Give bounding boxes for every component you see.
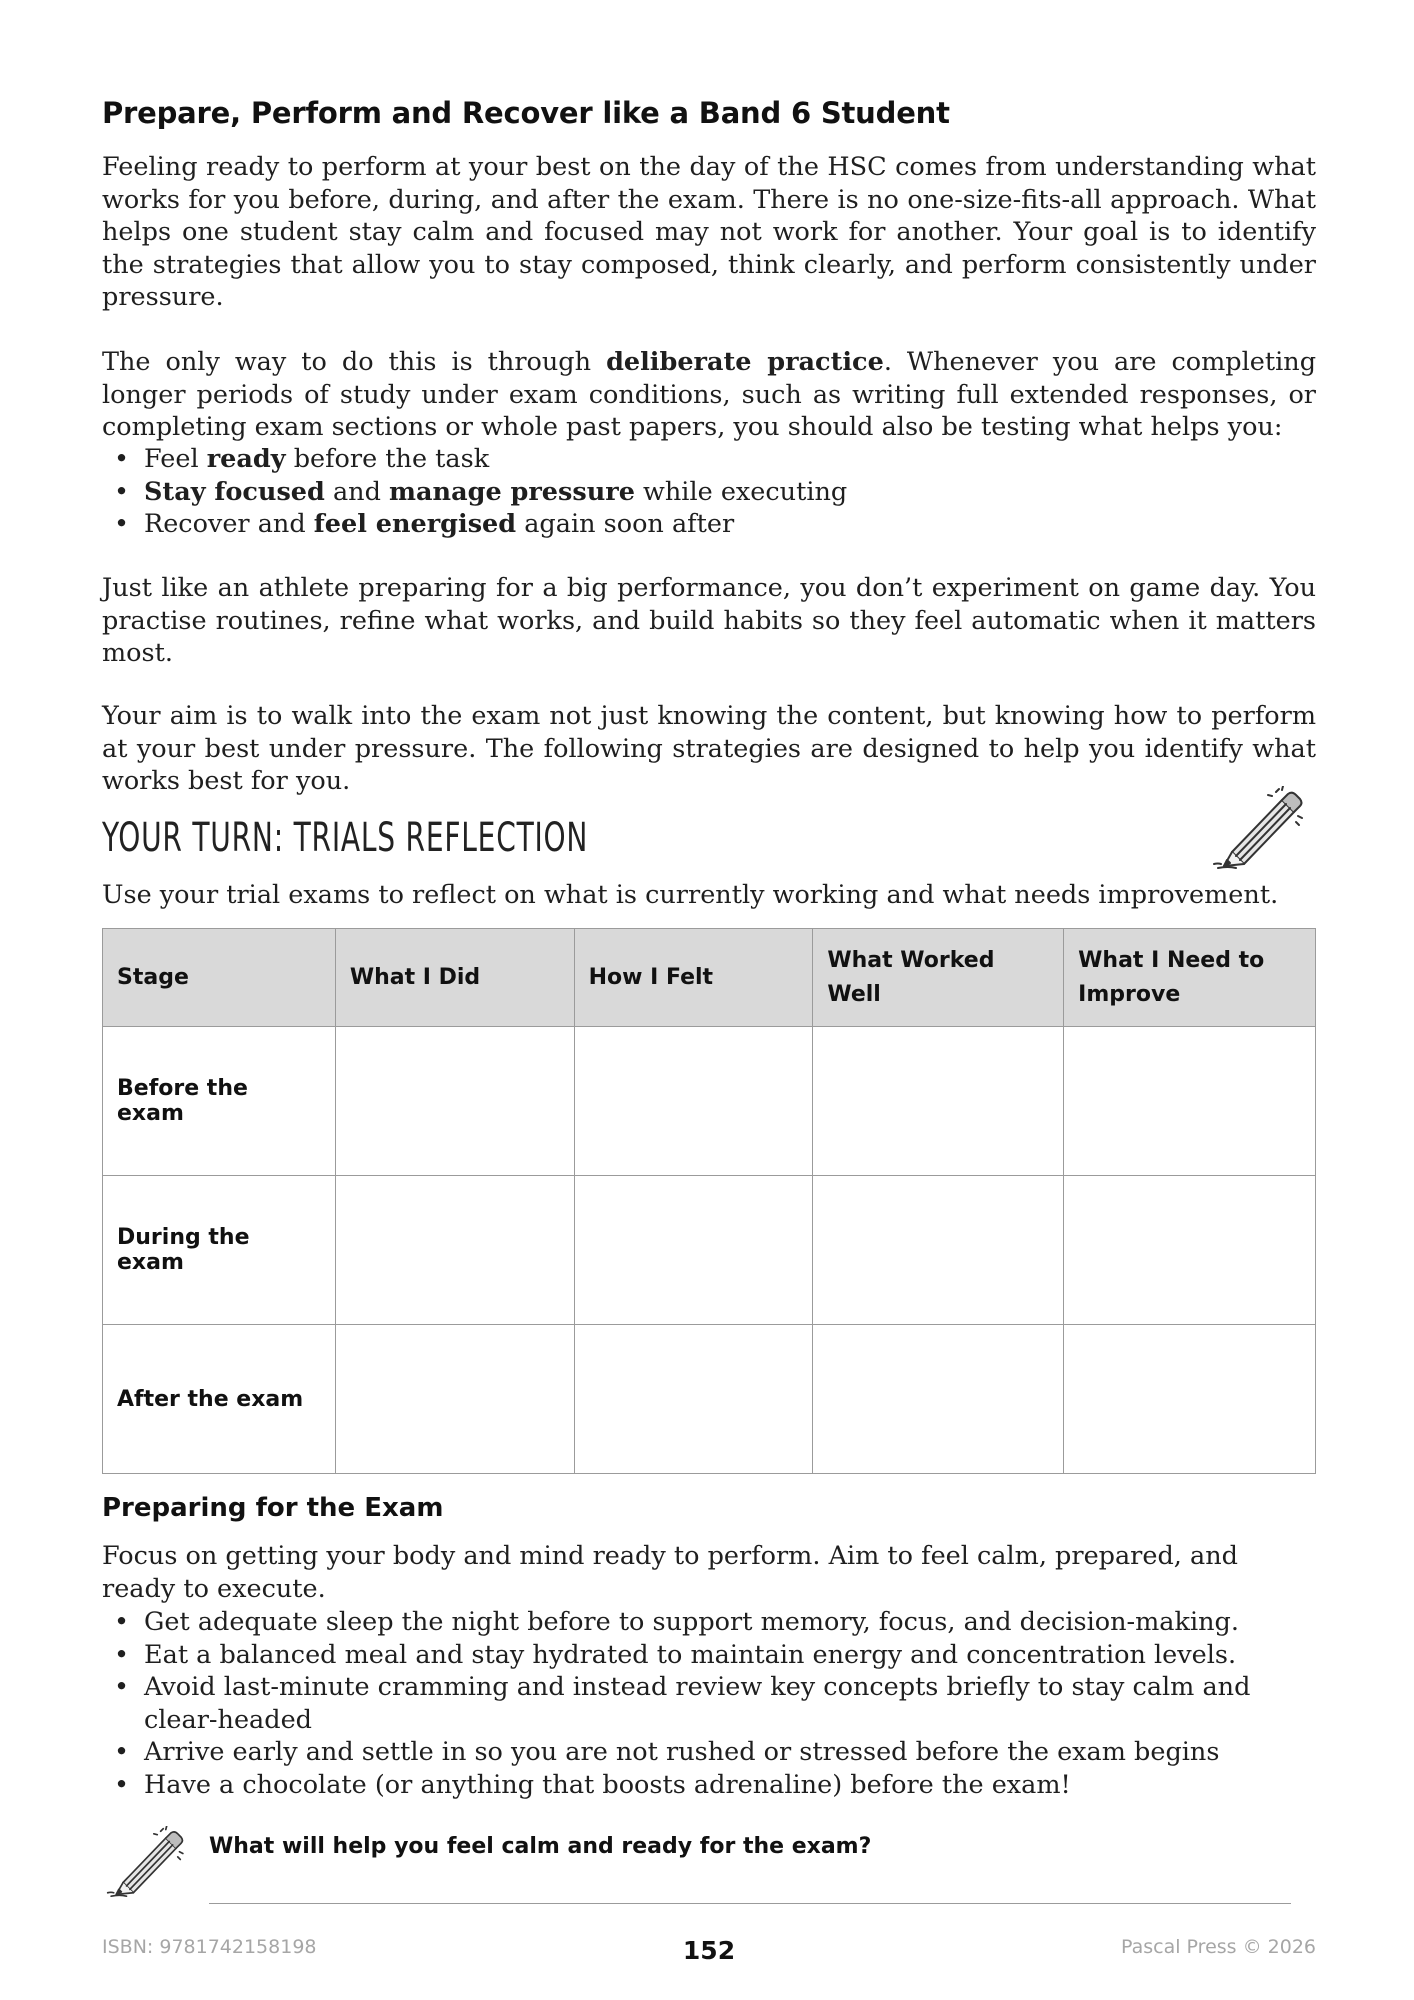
list-item: • Eat a balanced meal and stay hydrated to maintain energy and concentration levels. <box>144 1639 1316 1672</box>
stage-label: Before the exam <box>103 1027 336 1176</box>
what-i-did-cell[interactable] <box>335 1027 574 1176</box>
p2-bold: deliberate practice <box>606 347 884 377</box>
table-row <box>103 1176 1316 1325</box>
pencil-icon <box>106 1826 188 1898</box>
p2-text-after: . Whenever you are completing longer periods of study under exam conditions, such as writing full extended responses, or completing exam sections or whole past papers, you should also be testing what helps you: <box>102 347 1317 442</box>
column-header: How I Felt <box>574 929 813 1027</box>
intro-paragraph-1: Feeling ready to perform at your best on the day of the HSC comes from understanding what works for you before, during, and after the exam. There is no one-size-fits-all approach. What helps one student stay calm and focused may not work for another. Your goal is to identify the strategies that allow you to stay composed, think clearly, and perform consistently under pressure. <box>102 152 1316 312</box>
need-to-improve-cell[interactable] <box>1064 1325 1316 1474</box>
reflection-instruction: Use your trial exams to reflect on what is currently working and what needs improvement. <box>102 880 1279 910</box>
practice-bullet-list <box>102 443 1316 541</box>
how-i-felt-cell[interactable] <box>574 1027 813 1176</box>
page-number: 152 <box>682 1936 736 1965</box>
how-i-felt-cell[interactable] <box>574 1176 813 1325</box>
column-header: What Worked Well <box>813 929 1064 1027</box>
reflection-prompt: What will help you feel calm and ready for the exam? <box>209 1834 872 1859</box>
list-item: • Get adequate sleep the night before to support memory, focus, and decision-making. <box>144 1606 1316 1639</box>
table-header-row <box>103 929 1316 1027</box>
list-item: • Feel ready before the task <box>144 443 1316 476</box>
your-turn-title: YOUR TURN: TRIALS REFLECTION <box>102 815 589 861</box>
intro-paragraph-4: Your aim is to walk into the exam not just knowing the content, but knowing how to perform at your best under pressure. The following strategies are designed to help you identify what works best for you. <box>102 701 1316 796</box>
preparing-heading: Preparing for the Exam <box>102 1493 444 1523</box>
what-worked-cell[interactable] <box>813 1176 1064 1325</box>
column-header: What I Did <box>335 929 574 1027</box>
stage-label: After the exam <box>103 1325 336 1474</box>
list-item: • Avoid last-minute cramming and instead review key concepts briefly to stay calm and clear-headed <box>144 1671 1316 1736</box>
how-i-felt-cell[interactable] <box>574 1325 813 1474</box>
intro-paragraph-3: Just like an athlete preparing for a big performance, you don’t experiment on game day. You practise routines, refine what works, and build habits so they feel automatic when it matters most. <box>102 573 1316 668</box>
p2-text: The only way to do this is through <box>102 347 607 377</box>
preparing-bullet-list <box>102 1606 1316 1801</box>
publisher-copyright: Pascal Press © 2026 <box>1121 1936 1316 1958</box>
stage-label: During the exam <box>103 1176 336 1325</box>
need-to-improve-cell[interactable] <box>1064 1027 1316 1176</box>
reflection-table <box>102 928 1316 1474</box>
list-item: • Have a chocolate (or anything that boosts adrenaline) before the exam! <box>144 1769 1316 1802</box>
what-i-did-cell[interactable] <box>335 1325 574 1474</box>
table-row <box>103 1027 1316 1176</box>
preparing-intro: Focus on getting your body and mind ready to perform. Aim to feel calm, prepared, and ready to execute. <box>102 1541 1238 1604</box>
isbn: ISBN: 9781742158198 <box>102 1936 317 1958</box>
what-worked-cell[interactable] <box>813 1325 1064 1474</box>
table-row <box>103 1325 1316 1474</box>
list-item: • Recover and feel energised again soon after <box>144 508 1316 541</box>
list-item: • Arrive early and settle in so you are not rushed or stressed before the exam begins <box>144 1736 1316 1769</box>
page-heading: Prepare, Perform and Recover like a Band 6 Student <box>102 96 950 130</box>
column-header: Stage <box>103 929 336 1027</box>
need-to-improve-cell[interactable] <box>1064 1176 1316 1325</box>
what-worked-cell[interactable] <box>813 1027 1064 1176</box>
intro-paragraph-2 <box>102 346 1316 444</box>
pencil-icon <box>1212 786 1308 870</box>
column-header: What I Need to Improve <box>1064 929 1316 1027</box>
list-item: • Stay focused and manage pressure while executing <box>144 476 1316 509</box>
what-i-did-cell[interactable] <box>335 1176 574 1325</box>
answer-line[interactable] <box>209 1903 1291 1904</box>
